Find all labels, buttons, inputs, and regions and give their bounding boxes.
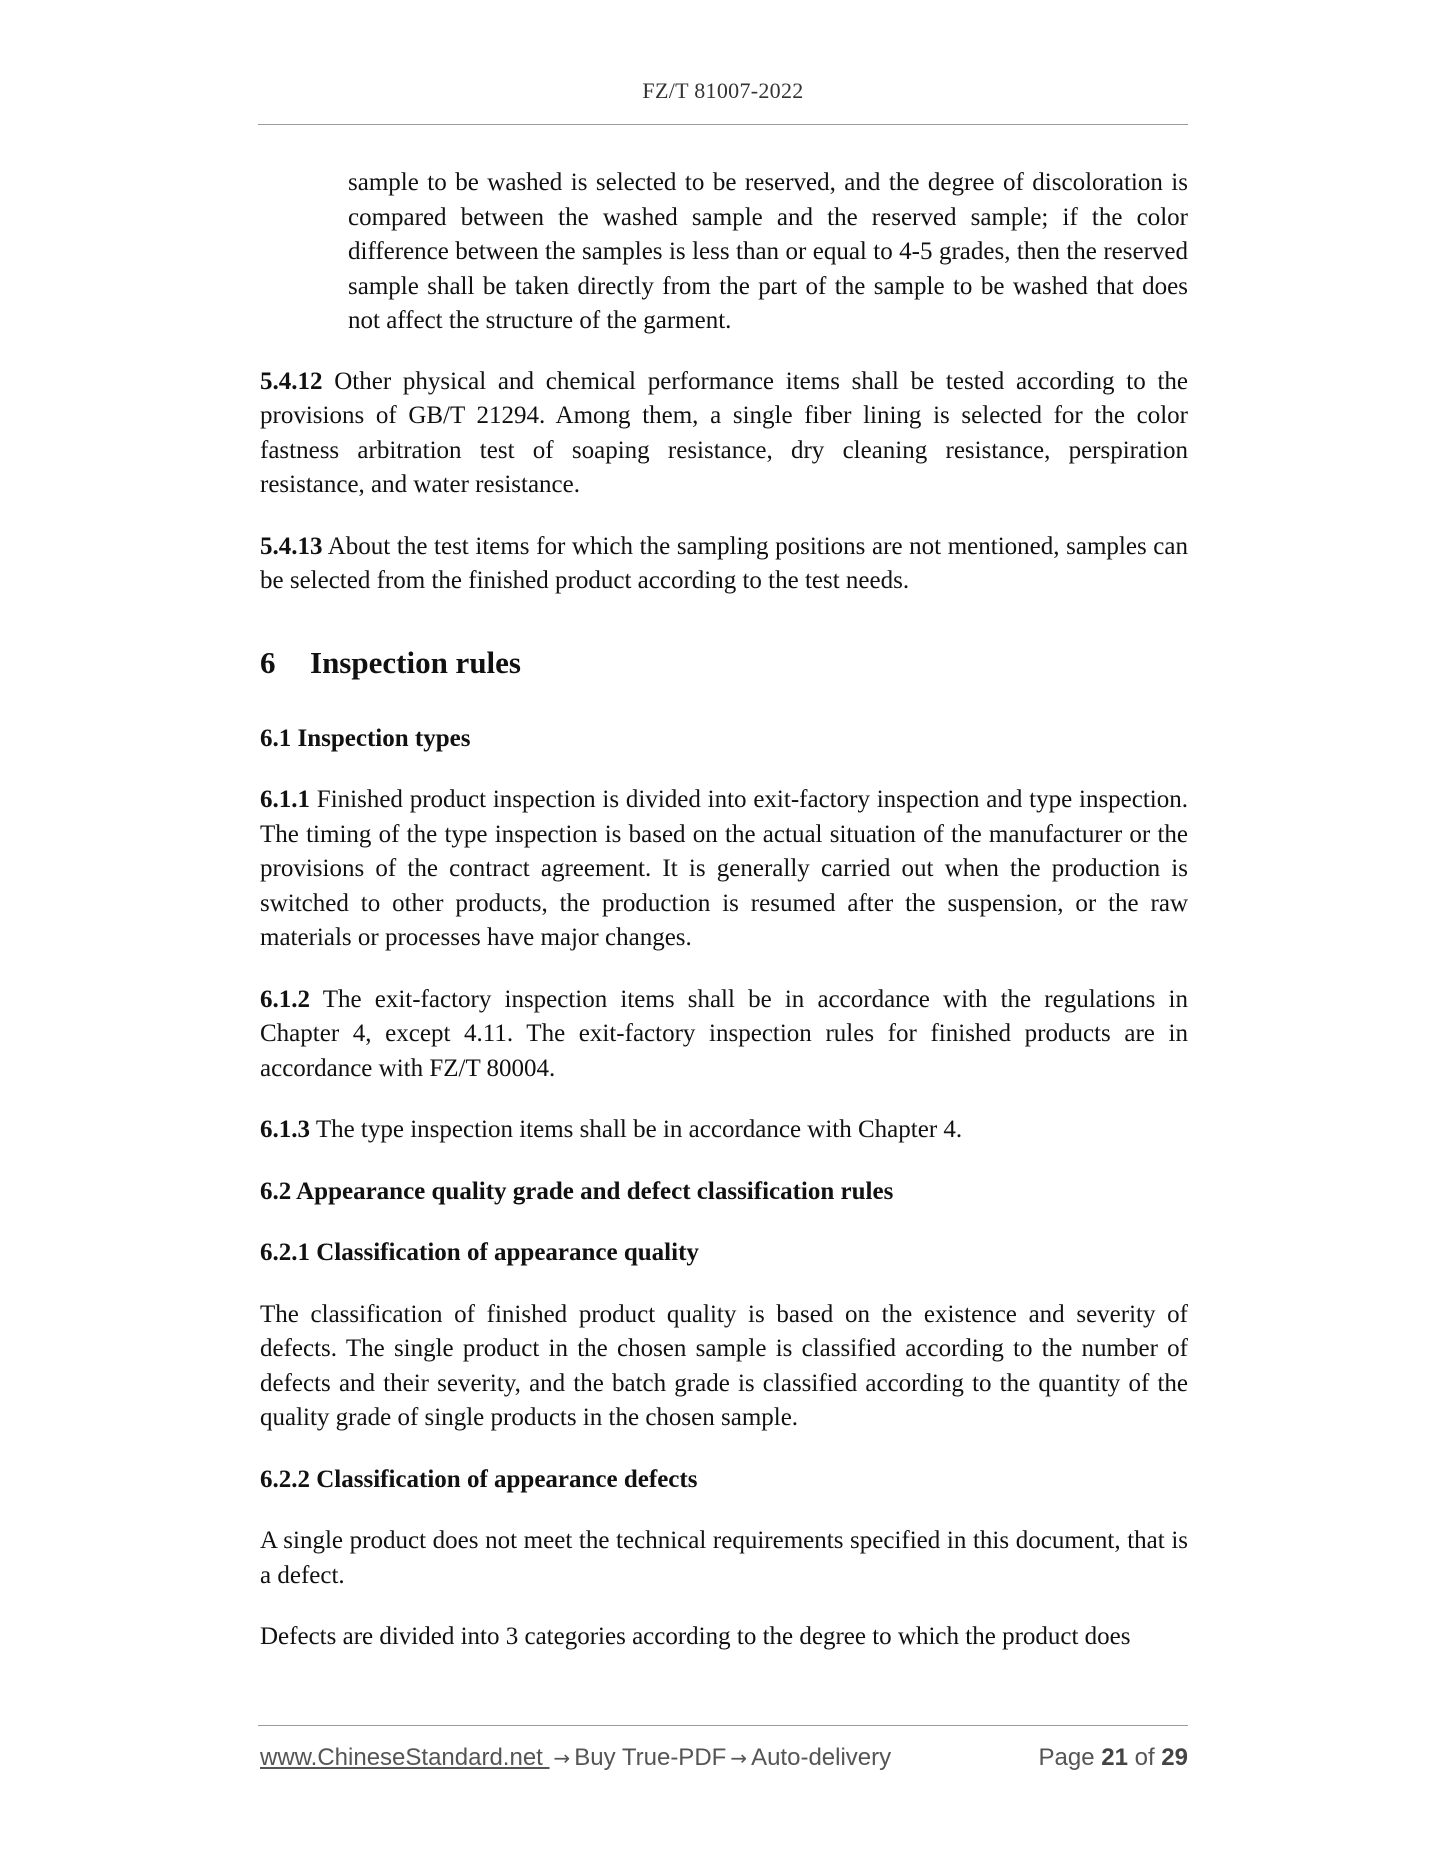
page-body: [260, 166, 1188, 1682]
clause-text: The type inspection items shall be in accordance with Chapter 4.: [315, 1116, 963, 1143]
footer-divider: [258, 1725, 1188, 1726]
document-header: [258, 78, 1188, 104]
clause-6-1-3: [260, 1113, 1188, 1148]
clause-number: 6.1.2: [260, 985, 310, 1013]
heading-6-2-1: 6.2.1 Classification of appearance quality: [260, 1239, 699, 1266]
page-label: Page: [1038, 1744, 1095, 1771]
page-indicator: [1039, 1744, 1189, 1772]
arrow-right-icon: →: [730, 1746, 748, 1770]
current-page-number: 21: [1101, 1744, 1128, 1771]
footer-purchase-line: [260, 1744, 891, 1772]
heading-6-2-2: 6.2.2 Classification of appearance defects: [260, 1465, 698, 1493]
clause-number: 6.1.3: [260, 1116, 310, 1143]
total-page-number: 29: [1161, 1744, 1188, 1771]
clause-5-4-13: [260, 530, 1188, 599]
clause-number: 5.4.13: [260, 532, 323, 560]
of-label: of: [1134, 1744, 1155, 1771]
section-number: 6: [260, 644, 276, 680]
buy-label: Buy True-PDF: [574, 1744, 727, 1771]
continued-paragraph: sample to be washed is selected to be reserved, and the degree of discoloration is compared between the washed sample and the reserved sample; if the color difference between the samples is less than or equal to 4-5 grades, then the reserved sample shall be taken directly from the part of the sample to be washed that does not affect the structure of the garment.: [348, 169, 1188, 334]
delivery-label: Auto-delivery: [751, 1744, 892, 1771]
clause-6-1-1: [260, 783, 1188, 956]
standard-code: FZ/T 81007-2022: [642, 78, 804, 103]
clause-text: The exit-factory inspection items shall be in accordance with the regulations in Chapter 4, except 4.11. The exit-factory inspection rules for finished products are in accordance with FZ/T 80004.: [260, 985, 1188, 1082]
defect-definition-paragraph: A single product does not meet the technical requirements specified in this document, that is a defect.: [260, 1527, 1188, 1589]
defect-categories-paragraph: Defects are divided into 3 categories according to the degree to which the product does: [260, 1623, 1131, 1650]
clause-number: 6.1.1: [260, 786, 310, 813]
heading-6-1: 6.1 Inspection types: [260, 724, 471, 752]
clause-5-4-12: [260, 365, 1188, 503]
arrow-right-icon: →: [553, 1746, 571, 1770]
header-divider: [258, 124, 1188, 125]
clause-text: Other physical and chemical performance items shall be tested according to the provisions of GB/T 21294. Among them, a single fiber lining is selected for the color fastness arbitration test of soaping resistance, dry cleaning resistance, perspiration resistance, and water resistance.: [260, 367, 1188, 498]
section-6-heading: [260, 643, 1188, 683]
clause-text: About the test items for which the sampling positions are not mentioned, samples can be selected from the finished product according to the test needs.: [260, 532, 1188, 594]
section-title: Inspection rules: [310, 644, 521, 680]
site-link[interactable]: www.ChineseStandard.net: [260, 1744, 550, 1771]
quality-classification-paragraph: The classification of finished product quality is based on the existence and severity of defects. The single product in the chosen sample is classified according to the number of defects and their severity, and the batch grade is classified according to the quantity of the quality grade of single products in the chosen sample.: [260, 1300, 1188, 1431]
clause-text: Finished product inspection is divided into exit-factory inspection and type inspection. The timing of the type inspection is based on the actual situation of the manufacturer or the provisions of the contract agreement. It is generally carried out when the production is switched to other products, the production is resumed after the suspension, or the raw materials or processes have major changes.: [260, 786, 1189, 951]
clause-6-1-2: [260, 983, 1188, 1087]
clause-number: 5.4.12: [260, 367, 323, 395]
heading-6-2: 6.2 Appearance quality grade and defect classification rules: [260, 1177, 894, 1205]
